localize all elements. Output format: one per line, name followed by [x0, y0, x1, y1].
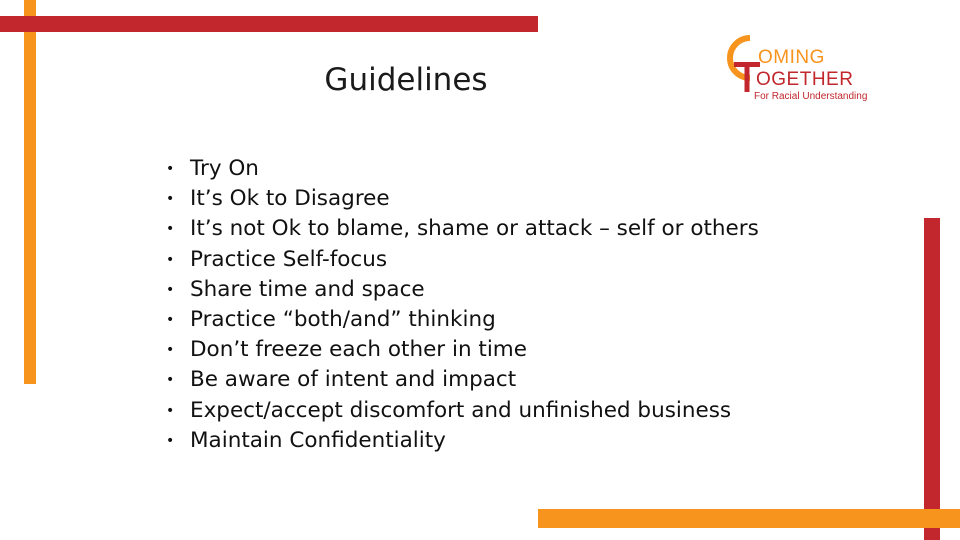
bullet-icon: •: [166, 372, 175, 389]
list-item-text: Be aware of intent and impact: [190, 367, 517, 393]
bullet-icon: •: [166, 342, 175, 359]
list-item-text: Share time and space: [190, 276, 425, 302]
list-item-text: Expect/accept discomfort and unfinished business: [190, 397, 732, 423]
bullet-icon: •: [166, 221, 175, 238]
bullet-icon: •: [166, 432, 175, 449]
list-item-text: Practice “both/and” thinking: [190, 306, 496, 332]
bullet-icon: •: [166, 281, 175, 298]
list-item-text: Try On: [190, 156, 259, 181]
list-item-text: It’s Ok to Disagree: [190, 186, 390, 212]
red-accent-bar-top: [0, 16, 538, 32]
logo-text-together: OGETHER: [756, 69, 854, 90]
bullet-icon: •: [166, 251, 175, 268]
logo-tagline: For Racial Understanding: [754, 91, 868, 102]
logo-text-coming: OMING: [758, 47, 825, 68]
logo-t-stem: [745, 62, 750, 92]
logo-graphic: [724, 32, 914, 106]
list-item-text: It’s not Ok to blame, shame or attack – self or others: [190, 216, 759, 242]
bullet-icon: •: [166, 311, 175, 328]
list-item-text: Practice Self-focus: [190, 246, 388, 272]
orange-accent-bar-left: [24, 0, 36, 384]
bullet-icon: •: [166, 161, 175, 177]
coming-together-logo: [724, 32, 914, 106]
list-item-text: Don’t freeze each other in time: [190, 337, 527, 363]
bullet-icon: •: [166, 402, 175, 419]
red-accent-bar-right: [924, 218, 940, 540]
slide-title: Guidelines: [324, 62, 488, 98]
bullet-icon: •: [166, 191, 175, 208]
orange-accent-bar-bottom: [538, 509, 960, 528]
list-item-text: Maintain Confidentiality: [190, 427, 446, 453]
